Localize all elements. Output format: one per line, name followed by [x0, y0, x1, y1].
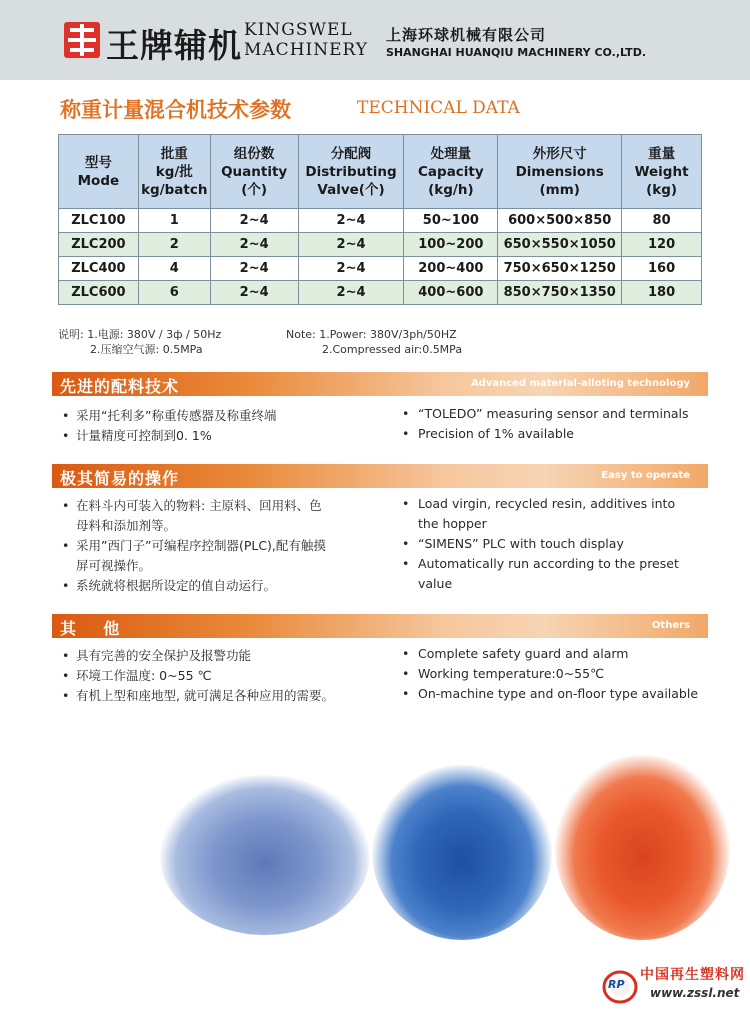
- table-cell: 650×550×1050: [498, 233, 622, 257]
- section-header-others: [52, 614, 708, 638]
- table-cell: 1: [138, 209, 210, 233]
- list-item: • On-machine type and on-floor type available: [402, 684, 702, 704]
- table-header-cell: 型号 Mode: [59, 135, 139, 209]
- table-header-cell: 处理量 Capacity (kg/h): [404, 135, 498, 209]
- section-title-en: Others: [651, 620, 690, 631]
- table-cell: 2~4: [210, 257, 298, 281]
- company-name-cn: 上海环球机械有限公司: [386, 26, 547, 44]
- table-cell: ZLC100: [59, 209, 139, 233]
- dark-blue-granules-image: [372, 765, 552, 940]
- note-line: 2.Compressed air:0.5MPa: [322, 343, 463, 356]
- header-band: [0, 0, 750, 80]
- table-cell: 600×500×850: [498, 209, 622, 233]
- section-list-en: [402, 494, 687, 594]
- table-cell: 2~4: [210, 209, 298, 233]
- watermark-logo-text: RP: [608, 978, 625, 991]
- list-item: • 采用“托利多”称重传感器及称重终端: [62, 406, 362, 426]
- table-header-cell: 分配阀 Distributing Valve(个): [298, 135, 404, 209]
- list-item: • Automatically run according to the preset value: [402, 554, 687, 594]
- brand-name-en-line1: KINGSWEL: [244, 20, 353, 40]
- section-list-cn: [62, 496, 332, 596]
- list-item: • Load virgin, recycled resin, additives into the hopper: [402, 494, 687, 534]
- red-granules-image: [555, 755, 730, 940]
- table-row: [59, 233, 702, 257]
- section-header-material-alloting: [52, 372, 708, 396]
- table-cell: 50~100: [404, 209, 498, 233]
- table-cell: 160: [622, 257, 702, 281]
- table-cell: 400~600: [404, 281, 498, 305]
- section-list-en: [402, 644, 702, 704]
- technical-data-table: [58, 134, 702, 305]
- section-list-cn: [62, 406, 362, 446]
- watermark-site-name: 中国再生塑料网: [640, 967, 745, 983]
- kingswel-logo-icon: [64, 22, 100, 58]
- table-cell: 2~4: [210, 281, 298, 305]
- table-row: [59, 281, 702, 305]
- table-cell: 2: [138, 233, 210, 257]
- brand-name-en-line2: MACHINERY: [244, 40, 369, 60]
- section-header-easy-operate: [52, 464, 708, 488]
- section-title-cn: 极其简易的操作: [60, 469, 180, 488]
- table-cell: 180: [622, 281, 702, 305]
- brand-name-cn: 王牌辅机: [106, 26, 242, 65]
- list-item: • 系统就将根据所设定的值自动运行。: [62, 576, 332, 596]
- table-header-cell: 重量 Weight (kg): [622, 135, 702, 209]
- list-item: • 在料斗内可装入的物料: 主原料、回用料、色母料和添加剂等。: [62, 496, 332, 536]
- watermark-url: www.zssl.net: [650, 986, 740, 1000]
- table-header-cell: 批重 kg/批 kg/batch: [138, 135, 210, 209]
- table-cell: 2~4: [298, 257, 404, 281]
- table-header-row: [59, 135, 702, 209]
- list-item: • 采用”西门子”可编程序控制器(PLC),配有触摸屏可视操作。: [62, 536, 332, 576]
- section-title-cn: 其 他: [60, 619, 121, 638]
- table-cell: ZLC400: [59, 257, 139, 281]
- table-cell: 850×750×1350: [498, 281, 622, 305]
- table-cell: 200~400: [404, 257, 498, 281]
- list-item: • “TOLEDO” measuring sensor and terminals: [402, 404, 702, 424]
- list-item: • 计量精度可控制到0. 1%: [62, 426, 362, 446]
- section-title-en: Advanced material-alloting technology: [470, 378, 690, 389]
- table-row: [59, 257, 702, 281]
- list-item: • Working temperature:0~55℃: [402, 664, 702, 684]
- notes-en: [286, 327, 462, 357]
- table-cell: 4: [138, 257, 210, 281]
- table-cell: ZLC600: [59, 281, 139, 305]
- table-header-cell: 外形尺寸 Dimensions (mm): [498, 135, 622, 209]
- table-cell: 750×650×1250: [498, 257, 622, 281]
- table-header-cell: 组份数 Quantity (个): [210, 135, 298, 209]
- table-cell: 2~4: [298, 209, 404, 233]
- site-watermark: [600, 962, 748, 1008]
- table-cell: 2~4: [298, 281, 404, 305]
- company-name-en: SHANGHAI HUANQIU MACHINERY CO.,LTD.: [386, 46, 646, 59]
- table-cell: 80: [622, 209, 702, 233]
- table-cell: 6: [138, 281, 210, 305]
- page-title-cn: 称重计量混合机技术参数: [60, 98, 291, 122]
- table-cell: 120: [622, 233, 702, 257]
- note-line: 2.压缩空气源: 0.5MPa: [90, 343, 203, 356]
- table-row: [59, 209, 702, 233]
- brand-name-en: [244, 20, 368, 60]
- table-cell: ZLC200: [59, 233, 139, 257]
- list-item: • Precision of 1% available: [402, 424, 702, 444]
- section-title-en: Easy to operate: [601, 470, 690, 481]
- table-cell: 100~200: [404, 233, 498, 257]
- list-item: • 具有完善的安全保护及报警功能: [62, 646, 402, 666]
- note-line: Note: 1.Power: 380V/3ph/50HZ: [286, 328, 457, 341]
- section-list-en: [402, 404, 702, 444]
- note-line: 说明: 1.电源: 380V / 3ф / 50Hz: [58, 328, 222, 341]
- list-item: • 环境工作温度: 0~55 ℃: [62, 666, 402, 686]
- light-blue-granules-image: [160, 775, 370, 935]
- list-item: • “SIMENS” PLC with touch display: [402, 534, 687, 554]
- notes-cn: [58, 327, 221, 357]
- list-item: • Complete safety guard and alarm: [402, 644, 702, 664]
- page-title-en: TECHNICAL DATA: [357, 98, 520, 118]
- list-item: • 有机上型和座地型, 就可满足各种应用的需要。: [62, 686, 402, 706]
- table-cell: 2~4: [210, 233, 298, 257]
- section-list-cn: [62, 646, 402, 706]
- section-title-cn: 先进的配料技术: [60, 377, 180, 396]
- table-cell: 2~4: [298, 233, 404, 257]
